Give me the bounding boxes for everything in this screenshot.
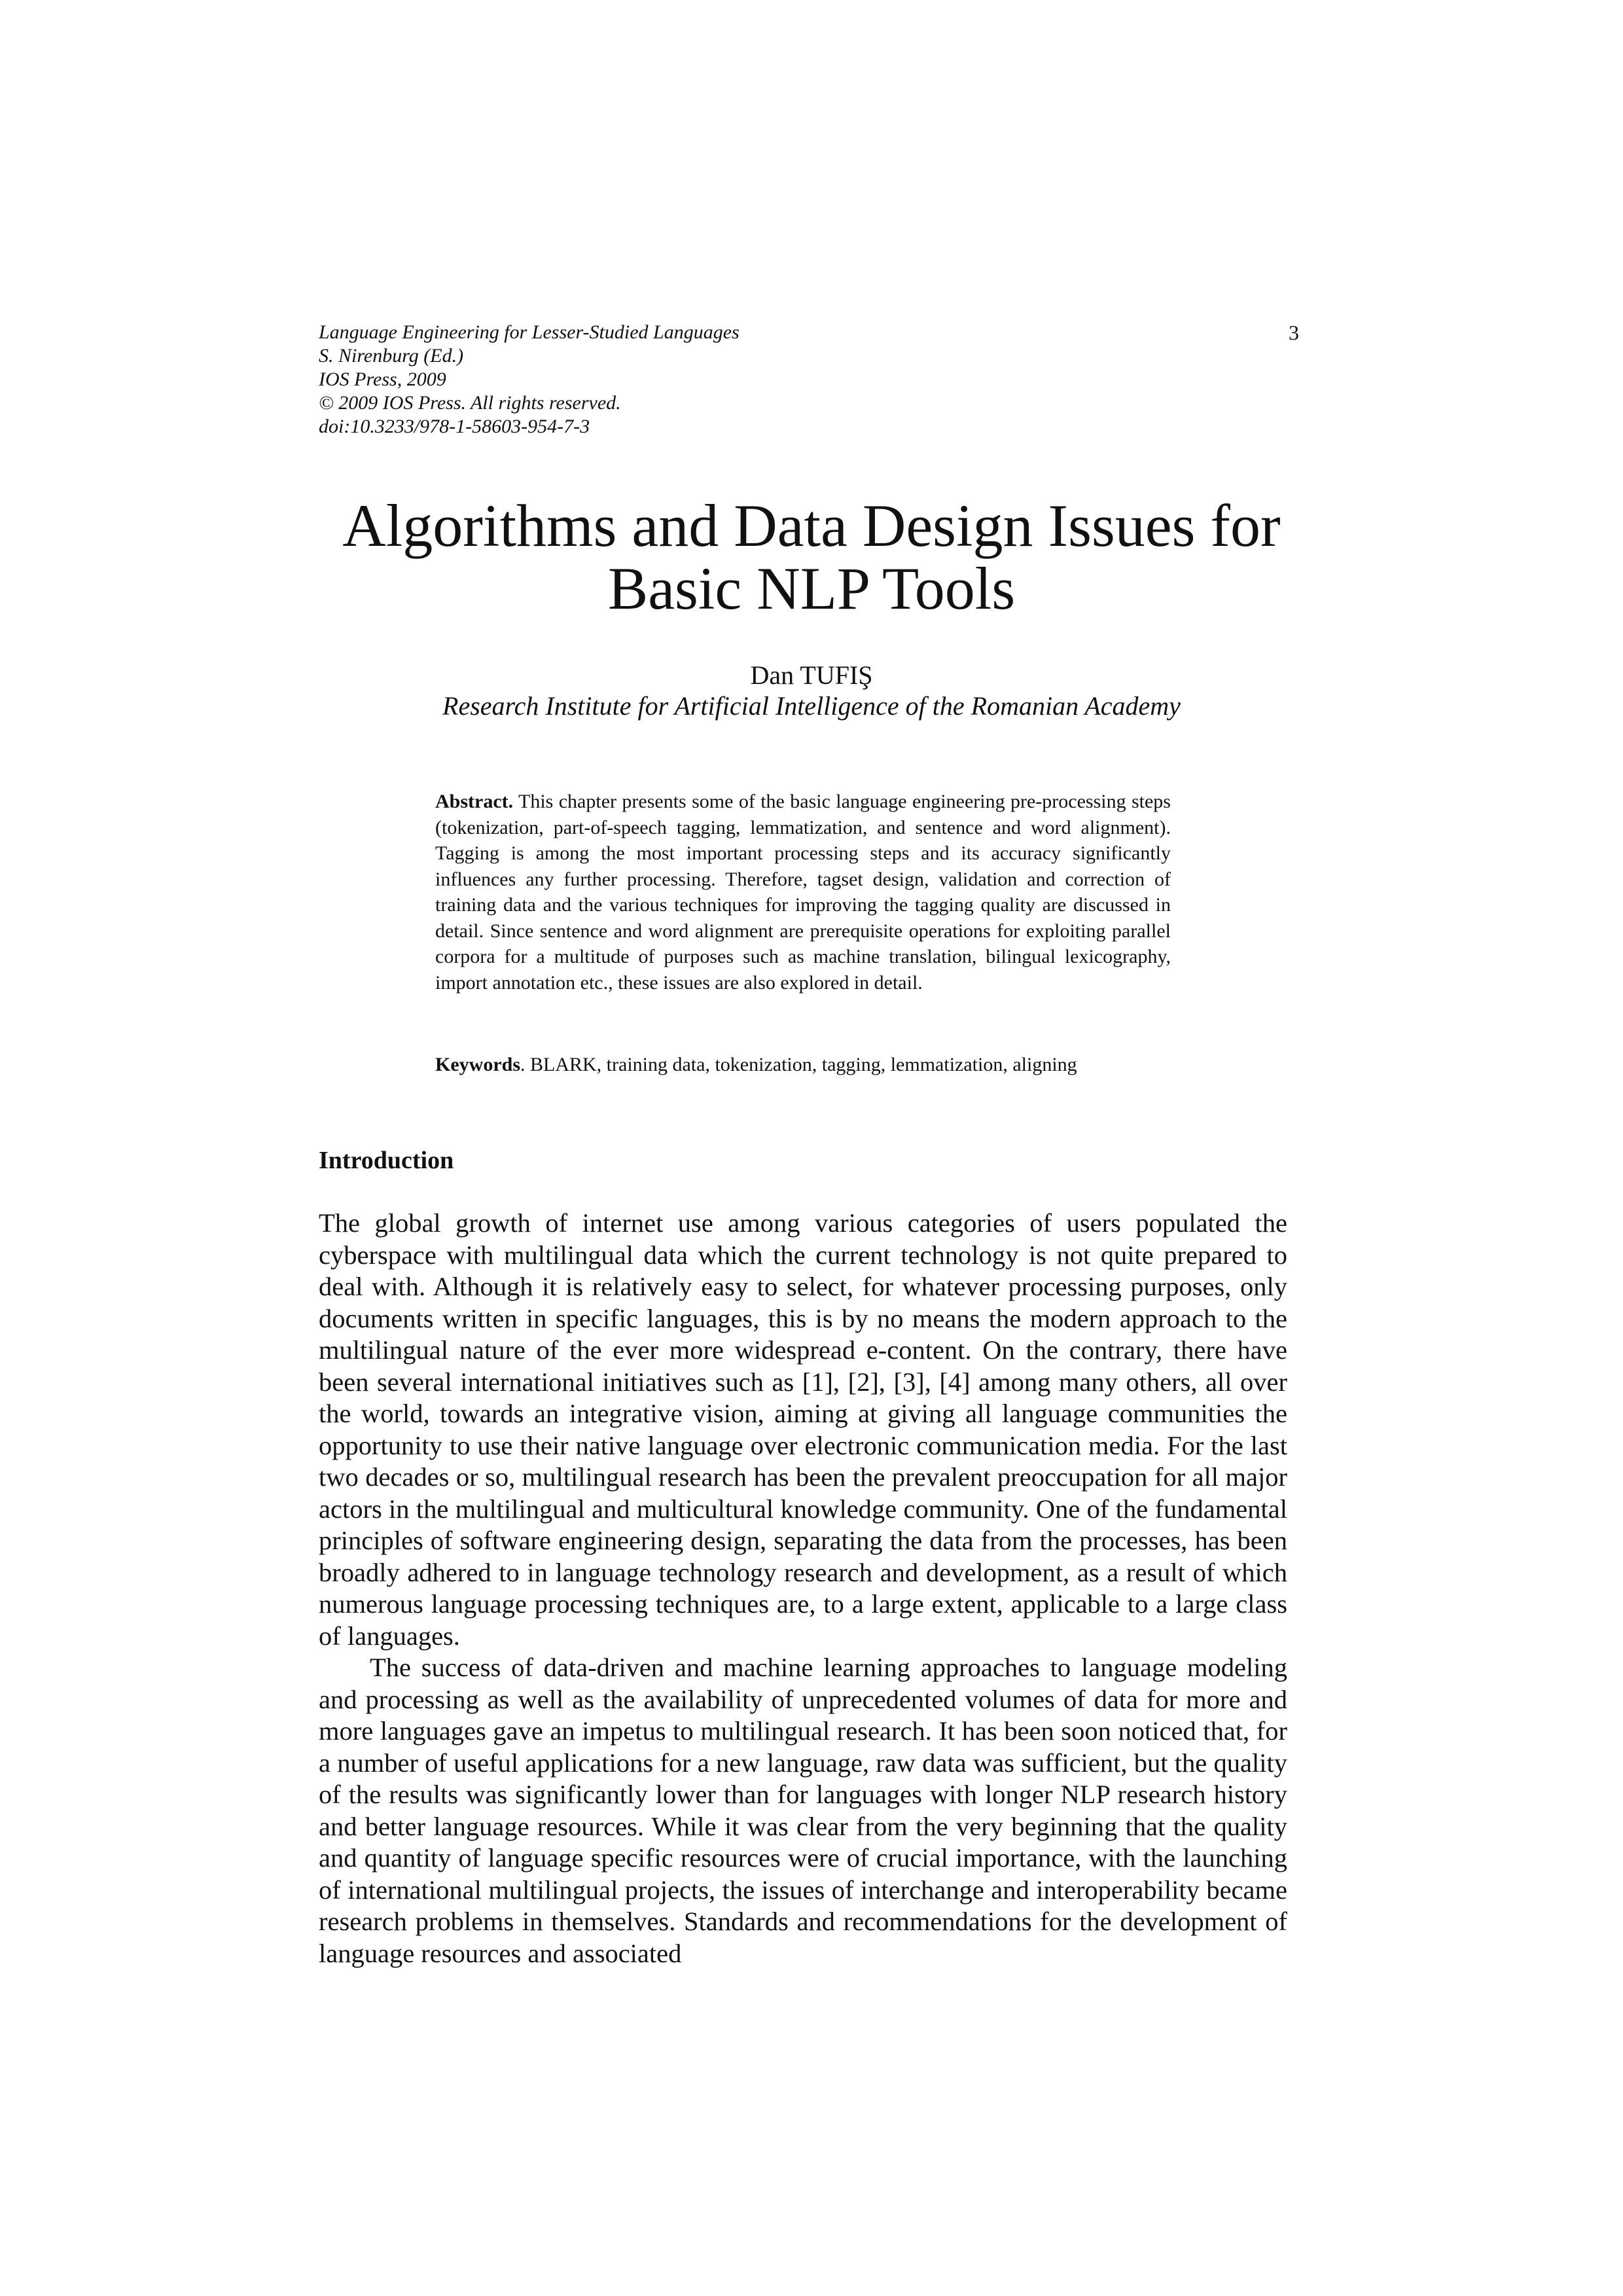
doi-line: doi:10.3233/978-1-58603-954-7-3 bbox=[319, 416, 590, 437]
copyright-line: © 2009 IOS Press. All rights reserved. bbox=[319, 392, 621, 414]
page-number: 3 bbox=[1289, 321, 1299, 344]
author-affiliation: Research Institute for Artificial Intelligence of the Romanian Academy bbox=[442, 691, 1181, 721]
title-line-2: Basic NLP Tools bbox=[607, 555, 1016, 622]
keywords-text: . BLARK, training data, tokenization, tagging, lemmatization, aligning bbox=[520, 1054, 1077, 1075]
author-name: Dan TUFIŞ bbox=[750, 660, 873, 690]
keywords bbox=[435, 1052, 1171, 1078]
paragraph: The global growth of internet use among various categories of users populated the cyberspace with multilingual data which the current technology is not quite prepared to deal with. Although it is relatively easy to select, for whatever processing purposes, only documents written in specific languages, this is by no means the modern approach to the multilingual nature of the ever more widespread e-content. On the contrary, there have been several international initiatives such as [1], [2], [3], [4] among many others, all over the world, towards an integrative vision, aiming at giving all language communities the opportunity to use their native language over electronic communication media. For the last two decades or so, multilingual research has been the prevalent preoccupation for all major actors in the multilingual and multicultural knowledge community. One of the fundamental principles of software engineering design, separating the data from the processes, has been broadly adhered to in language technology research and development, as a result of which numerous language processing techniques are, to a large extent, applicable to a large class of languages. bbox=[319, 1208, 1287, 1651]
abstract bbox=[435, 789, 1171, 996]
publisher-line: IOS Press, 2009 bbox=[319, 368, 446, 390]
paper-title bbox=[275, 494, 1348, 620]
book-title: Language Engineering for Lesser-Studied Languages bbox=[319, 321, 740, 343]
paragraph: The success of data-driven and machine learning approaches to language modeling and processing as well as the availability of unprecedented volumes of data for more and more languages gave an impetus to multilingual research. It has been soon noticed that, for a number of useful applications for a new language, raw data was sufficient, but the quality of the results was significantly lower than for languages with longer NLP research history and better language resources. While it was clear from the very beginning that the quality and quantity of language specific resources were of crucial importance, with the launching of international multilingual projects, the issues of interchange and interoperability became research problems in themselves. Standards and recommendations for the development of language resources and associated bbox=[319, 1653, 1287, 1968]
running-header bbox=[319, 321, 1287, 439]
section-heading-introduction: Introduction bbox=[319, 1147, 454, 1174]
introduction-body bbox=[319, 1208, 1287, 1969]
keywords-label: Keywords bbox=[435, 1054, 520, 1075]
editor-line: S. Nirenburg (Ed.) bbox=[319, 345, 464, 367]
title-line-1: Algorithms and Data Design Issues for bbox=[342, 492, 1281, 559]
abstract-label: Abstract. bbox=[435, 791, 514, 812]
abstract-text: This chapter presents some of the basic language engineering pre-processing steps (tokenization, part-of-speech tagging, lemmatization, and sentence and word alignment). Tagging is among the most important processing steps and its accuracy significantly influences any further processing. Therefore, tagset design, validation and correction of training data and the various techniques for improving the tagging quality are discussed in detail. Since sentence and word alignment are prerequisite operations for exploiting parallel corpora for a multitude of purposes such as machine translation, bilingual lexicography, import annotation etc., these issues are also explored in detail. bbox=[435, 791, 1171, 994]
